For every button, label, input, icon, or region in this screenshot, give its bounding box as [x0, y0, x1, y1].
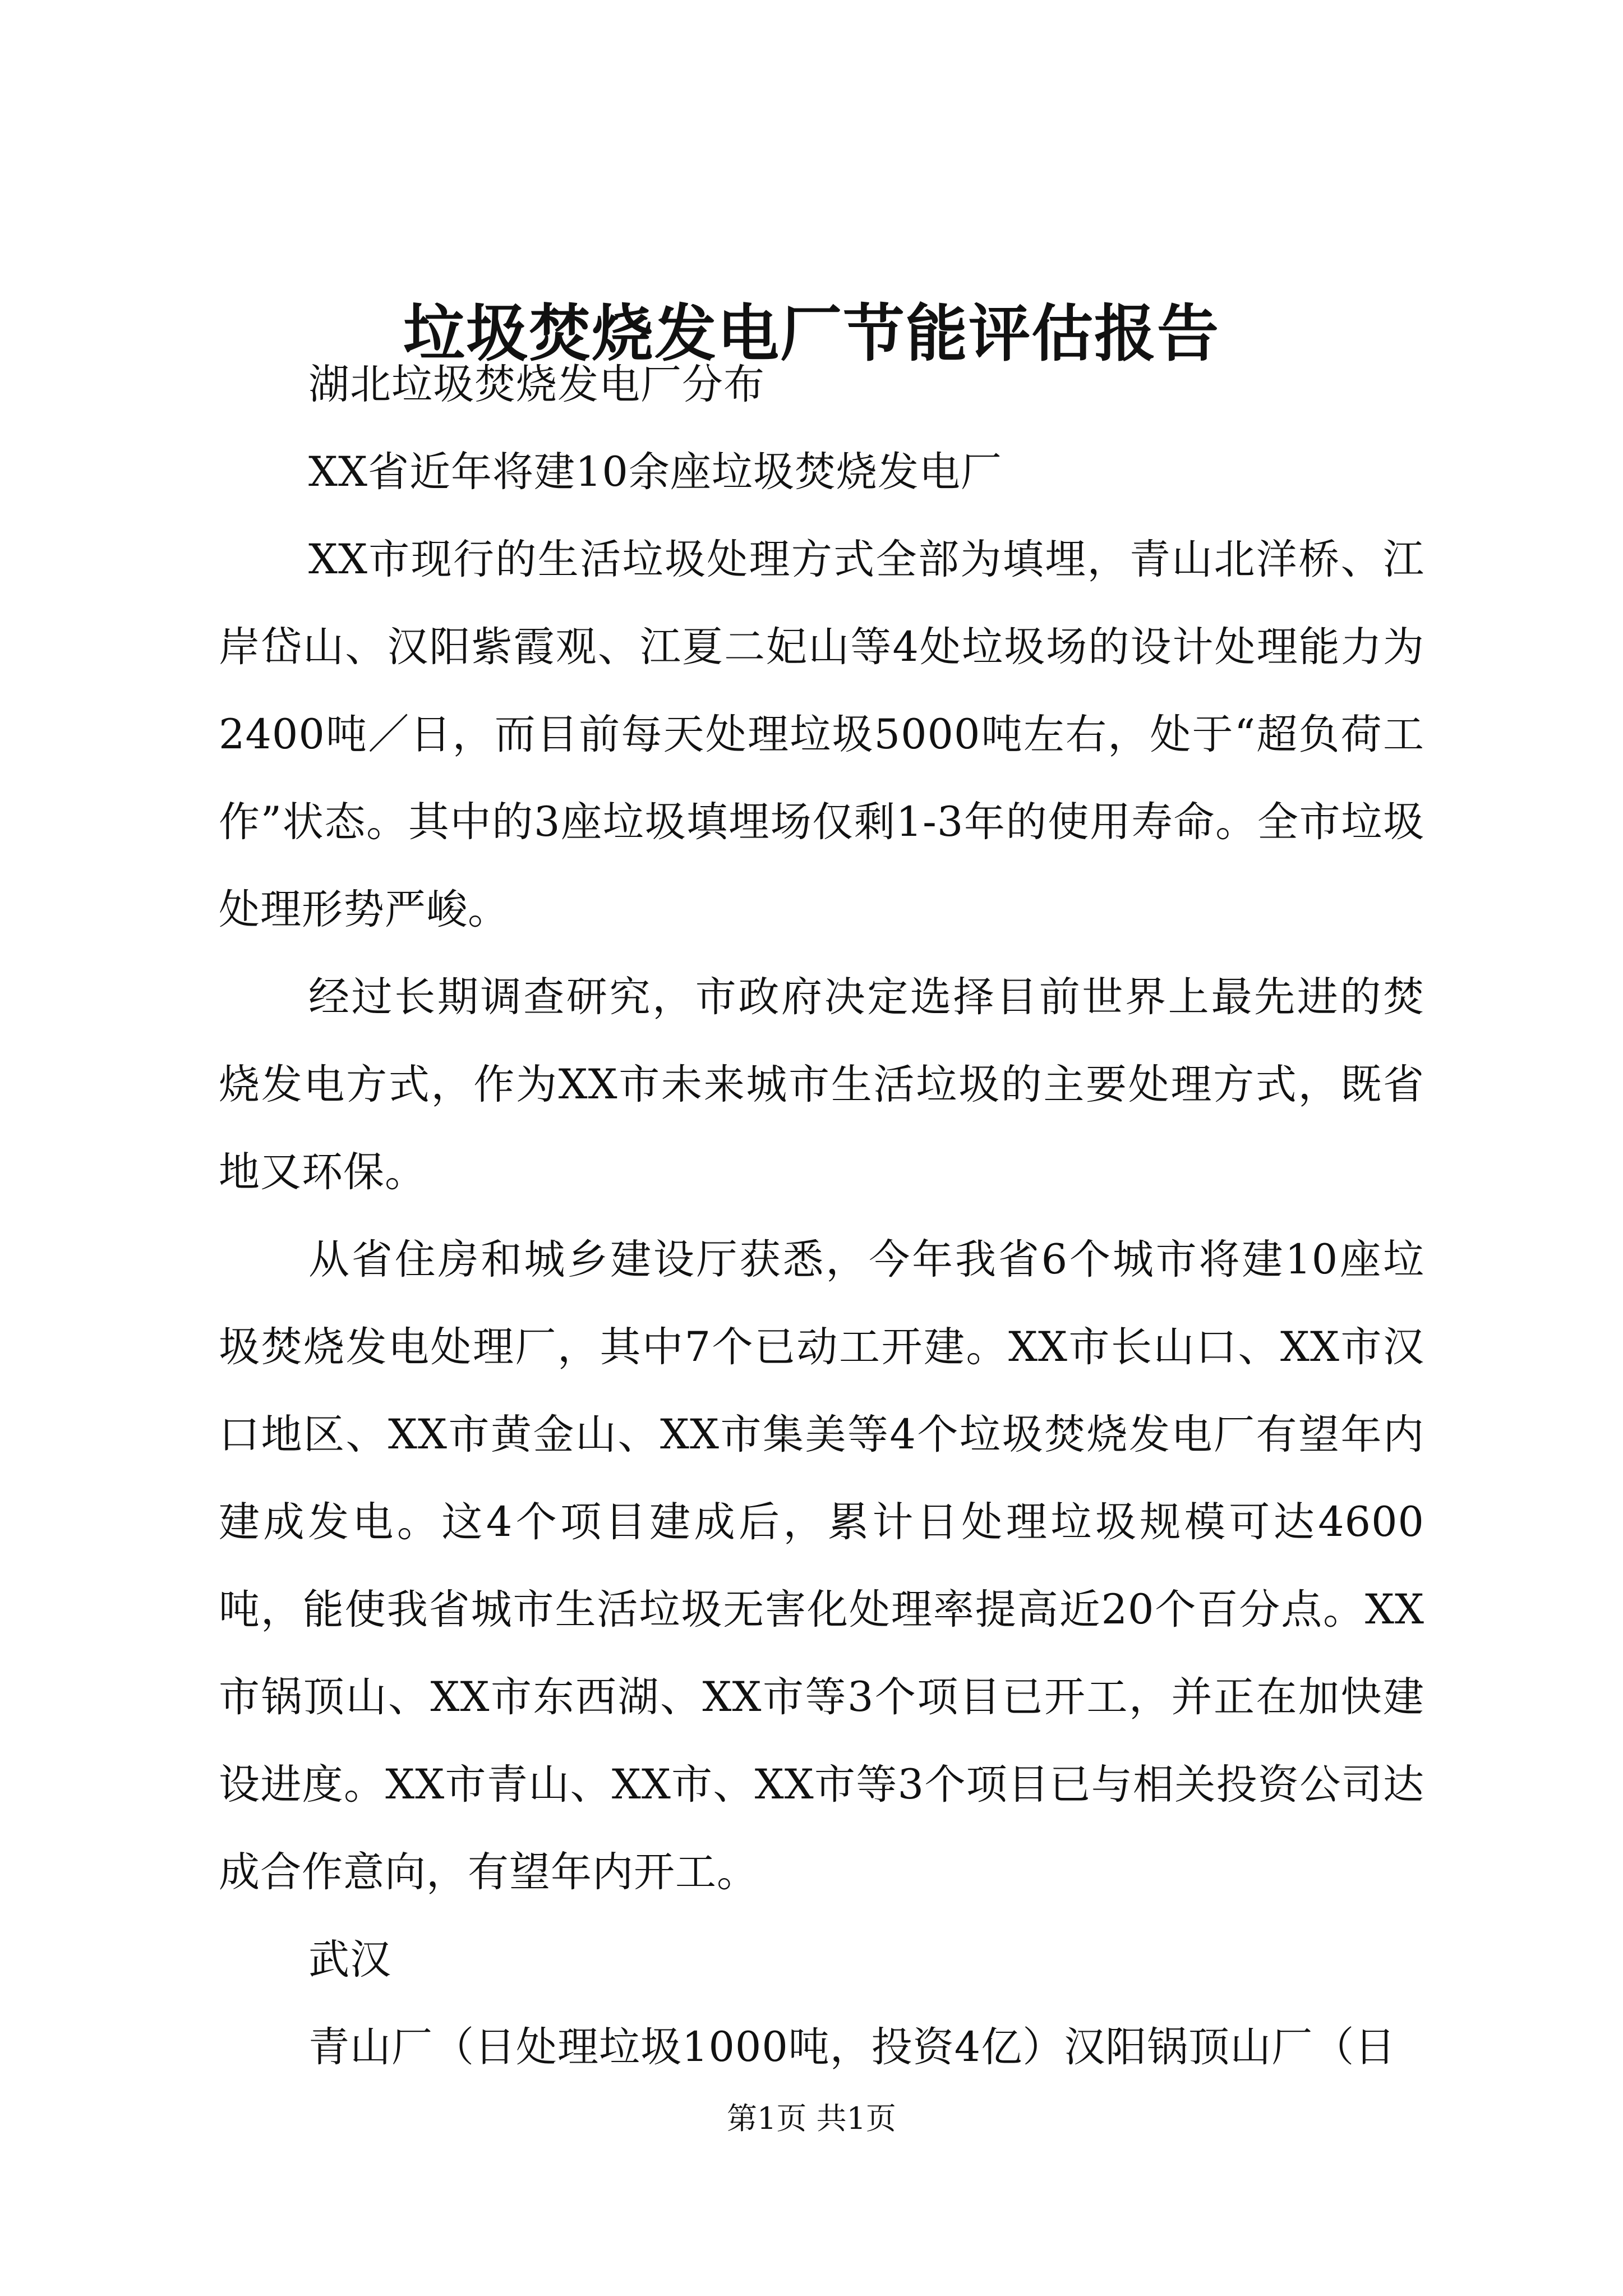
paragraph-subheading-province: XX省近年将建10余座垃圾焚烧发电厂	[308, 448, 1002, 496]
page-footer: 第1页 共1页	[727, 2101, 896, 2136]
paragraph-qingshan-plant: 青山厂（日处理垃圾1000吨，投资4亿）汉阳锅顶山厂（日	[308, 2023, 1396, 2071]
paragraph-government-decision: 经过长期调查研究，市政府决定选择目前世界上最先进的焚烧发电方式，作为XX市未来城市生活垃圾的主要处理方式，既省地又环保。	[219, 973, 1424, 1196]
document-body	[219, 341, 1424, 2091]
document-title: 垃圾焚烧发电厂节能评估报告	[403, 297, 1220, 370]
paragraph-wuhan: 武汉	[308, 1936, 391, 1984]
paragraph-construction-plan: 从省住房和城乡建设厅获悉，今年我省6个城市将建10座垃圾焚烧发电处理厂，其中7个已动工开建。XX市长山口、XX市汉口地区、XX市黄金山、XX市集美等4个垃圾焚烧发电厂有望年内建成发电。这4个项目建成后，累计日处理垃圾规模可达4600吨，能使我省城市生活垃圾无害化处理率提高近20个百分点。XX市锅顶山、XX市东西湖、XX市等3个项目已开工，并正在加快建设进度。XX市青山、XX市、XX市等3个项目已与相关投资公司达成合作意向，有望年内开工。	[219, 1236, 1424, 1896]
paragraph-landfill-status: XX市现行的生活垃圾处理方式全部为填埋，青山北洋桥、江岸岱山、汉阳紫霞观、江夏二妃山等4处垃圾场的设计处理能力为2400吨／日，而目前每天处理垃圾5000吨左右，处于“超负荷工作”状态。其中的3座垃圾填埋场仅剩1-3年的使用寿命。全市垃圾处理形势严峻。	[219, 536, 1424, 933]
paragraph-heading-hubei: 湖北垃圾焚烧发电厂分布	[308, 361, 765, 408]
